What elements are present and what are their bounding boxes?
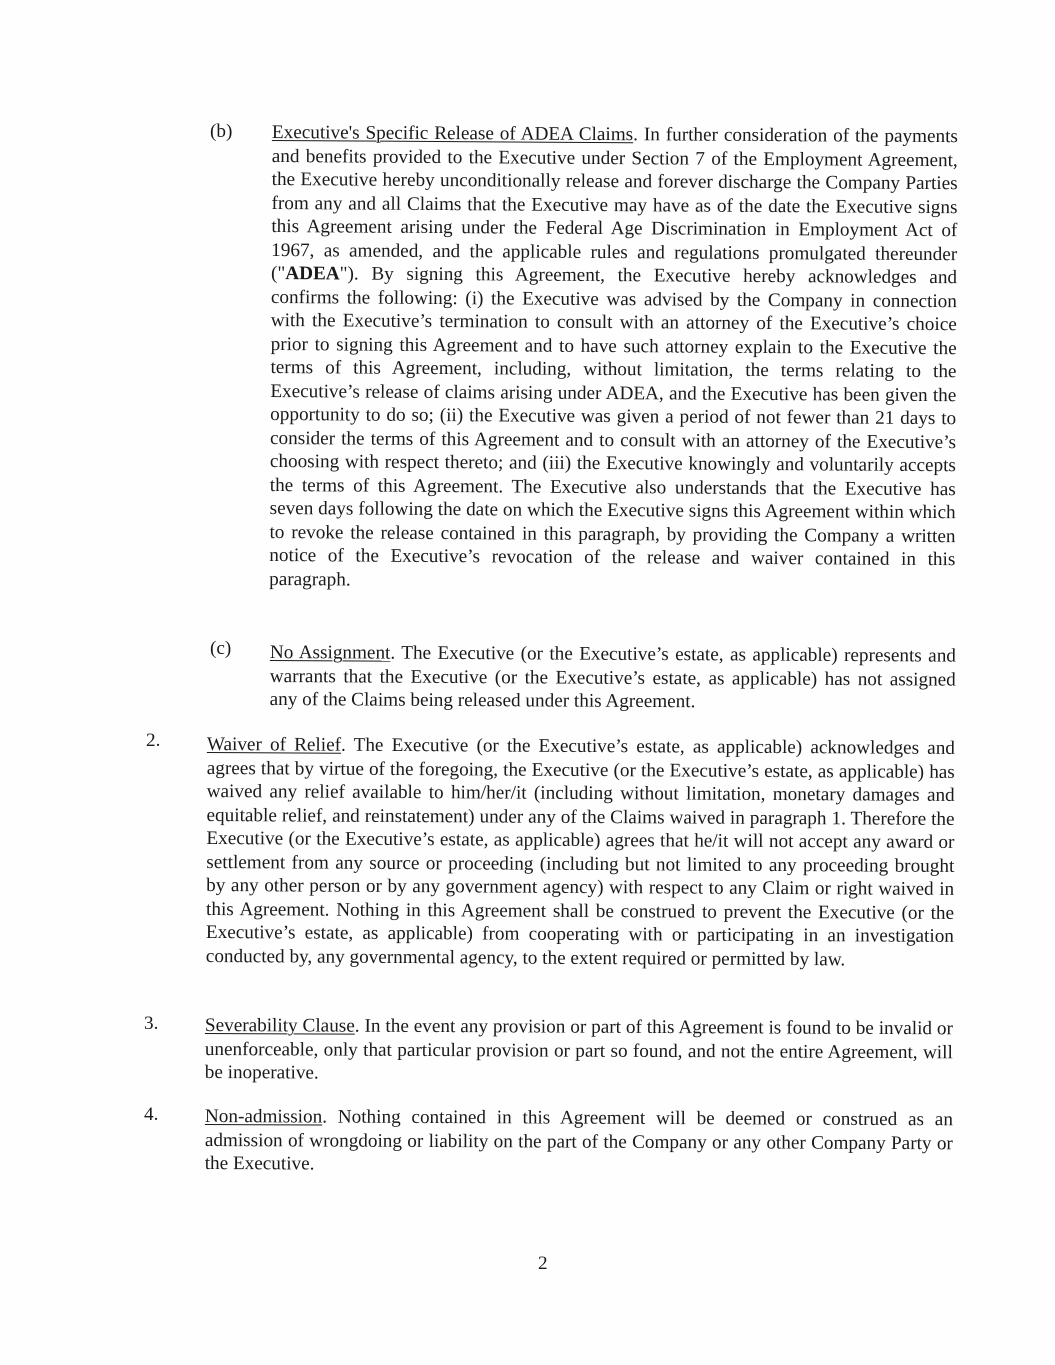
section-title-4: Non-admission xyxy=(204,1106,323,1128)
section-b-executives-release-adea xyxy=(269,121,958,595)
section-title-3: Severability Clause xyxy=(204,1015,355,1037)
section-4-non-admission xyxy=(205,1105,953,1179)
section-body-2: . The Executive (or the Executive’s estate, as applicable) acknowledges and agrees that by virtue of the foregoing, the Executive (or the Executive’s estate, as applicable) has waived any relief available to him/her/it (including without limitation, monetary damages and equitable relief, and reinstatement) under any of the Claims waived in paragraph 1. Therefore the Executive (or the Executive’s estate, as applicable) agrees that he/it will not accept any award or settlement from any source or proceeding (including but not limited to any proceeding brought by any other person or by any government agency) with respect to any Claim or right waived in this Agreement. Nothing in this Agreement shall be construed to prevent the Executive (or the Executive’s estate, as applicable) from cooperating with or participating in an investigation conducted by, any governmental agency, to the extent required or permitted by law. xyxy=(205,734,955,970)
section-title-b: Executive's Specific Release of ADEA Claims xyxy=(271,121,634,146)
section-title-c: No Assignment xyxy=(269,642,391,664)
section-label-b: (b) xyxy=(210,121,233,142)
section-body-c: . The Executive (or the Executive’s estate, as applicable) represents and warrants that the Executive (or the Executive’s estate, as applicable) has not assigned any of the Claims being released under this Agreement. xyxy=(269,642,956,713)
section-body-4: . Nothing contained in this Agreement will be deemed or construed as an admission of wrongdoing or liability on the part of the Company or any other Company Party or the Executive. xyxy=(204,1106,953,1175)
section-label-c: (c) xyxy=(210,638,232,659)
defined-term-adea: ADEA xyxy=(285,263,340,285)
section-body-b-part1: . In further consideration of the payments and benefits provided to the Executive under Section 7 of the Employment Agreement, the Executive hereby unconditionally release and forever discharge the Company Parties from any and all Claims that the Executive may have as of the date the Executive signs this Agreement arising under the Federal Age Discrimination in Employment Act of 1967, as amended, and the applicable rules and regulations promulgated thereunder (" xyxy=(271,124,958,285)
section-c-no-assignment xyxy=(270,641,956,715)
section-body-3: . In the event any provision or part of this Agreement is found to be invalid or unenforceable, only that particular provision or part so found, and not the entire Agreement, will be inoperative. xyxy=(204,1015,953,1084)
section-body-b-part2: "). By signing this Agreement, the Executive hereby acknowledges and confirms the following: (i) the Executive was advised by the Company in connection with the Executive’s termination to consult with an attorney of the Executive’s choice prior to signing this Agreement and to have such attorney explain to the Executive the terms of this Agreement, including, without limitation, the terms relating to the Executive’s release of claims arising under ADEA, and the Executive has been given the opportunity to do so; (ii) the Executive was given a period of not fewer than 21 days to consider the terms of this Agreement and to consult with an attorney of the Executive’s choosing with respect thereto; and (iii) the Executive knowingly and voluntarily accepts the terms of this Agreement. The Executive also understands that the Executive has seven days following the date on which the Executive signs this Agreement within which to revoke the release contained in this paragraph, by providing the Company a written notice of the Executive’s revocation of the release and waiver contained in this paragraph. xyxy=(269,263,958,590)
section-label-3: 3. xyxy=(144,1013,159,1034)
section-2-waiver-of-relief xyxy=(206,733,955,972)
section-label-2: 2. xyxy=(146,730,161,751)
page-number: 2 xyxy=(538,1253,548,1274)
section-title-2: Waiver of Relief xyxy=(206,734,342,756)
section-3-severability-clause xyxy=(205,1014,953,1088)
section-label-4: 4. xyxy=(144,1104,159,1125)
